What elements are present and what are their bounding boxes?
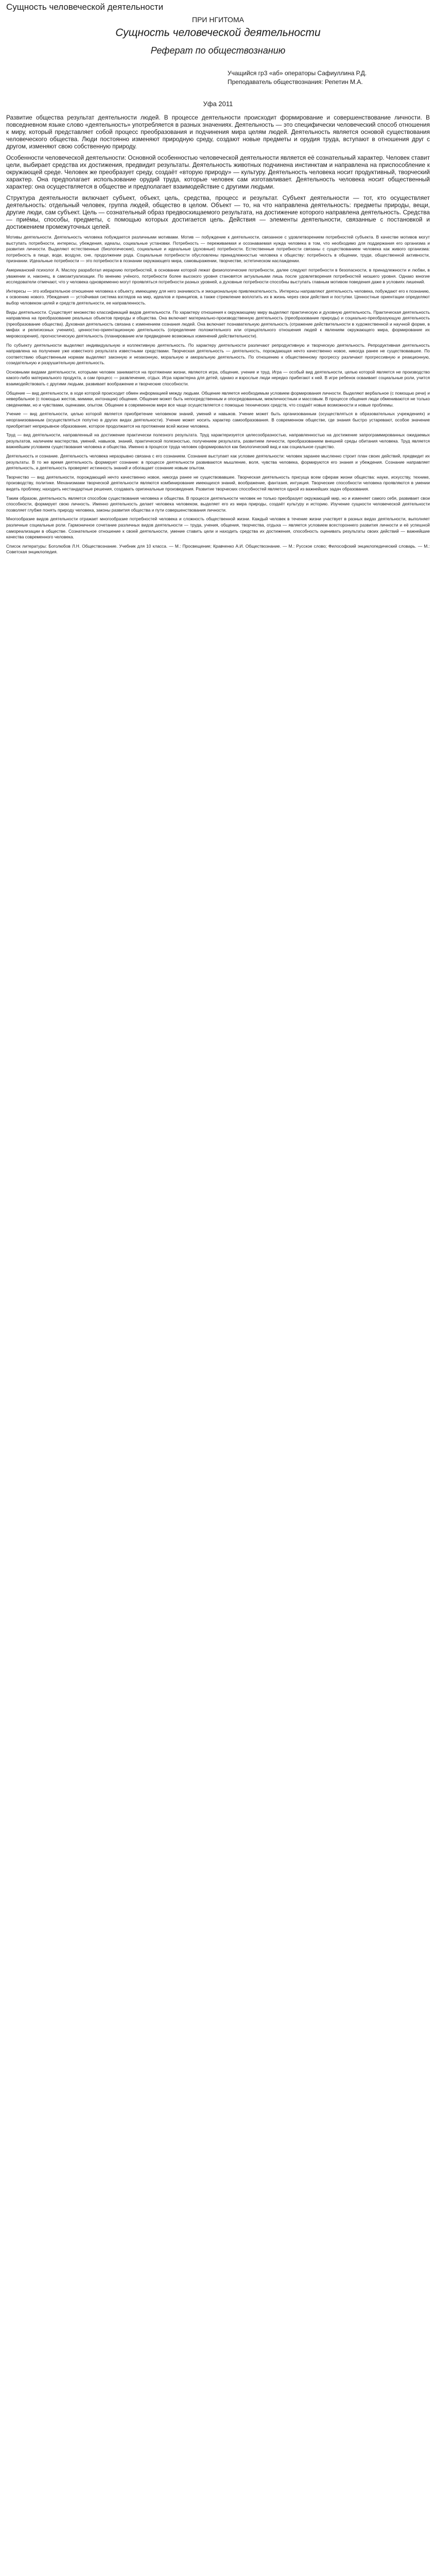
big-text-block bbox=[6, 114, 430, 230]
paragraph: Список литературы: Боголюбов Л.Н. Обществознание. Учебник для 10 класса. — М.: Просвещение; Кравченко А.И. Обществознание. — М.: Русское слово; Философский энциклопедический словарь. — М.: Советская энциклопедия. bbox=[6, 543, 430, 555]
paragraph: Многообразие видов деятельности отражает многообразие потребностей человека и сложность общественной жизни. Каждый человек в течение жизни участвует в разных видах деятельности, выполняет различные социальные роли. Гармоничное сочетание различных видов деятельности — труда, учения, общения, творчества, отдыха — является условием всестороннего развития личности и её успешной самореализации в обществе. Сознательное отношение к своей деятельности, умение ставить цели и находить средства их достижения, способность оценивать результаты своих действий — важнейшие качества современного человека. bbox=[6, 516, 430, 540]
student-signature: Учащийся гр3 «аб» операторы Сафиуллина Р.Д. bbox=[228, 70, 367, 77]
paragraph: Деятельность и сознание. Деятельность человека неразрывно связана с его сознанием. Сознание выступает как условие деятельности: человек заранее мысленно строит план своих действий, предвидит их результаты. В то же время деятельность формирует сознание: в процессе деятельности развиваются мышление, воля, чувства человека, формируются его знания и убеждения. Сознание направляет деятельность, а деятельность проверяет истинность знаний и обогащает сознание новым опытом. bbox=[6, 453, 430, 471]
paragraph: Общение — вид деятельности, в ходе которой происходит обмен информацией между людьми. Общение является необходимым условием формирования личности. Выделяют вербальное (с помощью речи) и невербальное (с помощью жестов, мимики, интонации) общение. Общение может быть непосредственным и опосредованным, межличностным и массовым. В процессе общения люди обмениваются не только сведениями, но и чувствами, оценками, опытом. Общение в современном мире все чаще осуществляется с помощью технических средств, что создаёт новые возможности и новые проблемы. bbox=[6, 390, 430, 408]
paragraph: Мотивы деятельности. Деятельность человека побуждается различными мотивами. Мотив — побуждение к деятельности, связанное с удовлетворением потребностей субъекта. В качестве мотивов могут выступать потребности, интересы, убеждения, идеалы, социальные установки. Потребность — переживаемая и осознаваемая нужда человека в том, что необходимо для поддержания его организма и развития личности. Выделяют естественные (биологические), социальные и идеальные (духовные) потребности. Естественные потребности связаны с существованием человека как живого организма: потребность в пище, воде, воздухе, сне, продолжении рода. Социальные потребности обусловлены принадлежностью человека к обществу: потребность в общении, труде, общественной активности, признании. Идеальные потребности — это потребности в познании окружающего мира, самовыражении, творчестве, эстетическом наслаждении. bbox=[6, 234, 430, 264]
referat-title: Реферат по обществознанию bbox=[150, 45, 286, 56]
paragraph: Структура деятельности включает субъект, объект, цель, средства, процесс и результат. Субъект деятельности — тот, кто осуществляет деятельность: отдельный человек, группа людей, общество в целом. Объект — то, на что направлена деятельность: предметы природы, вещи, другие люди, сам субъект. Цель — сознательный образ предвосхищаемого результата, на достижение которого направлена деятельность. Средства — приёмы, способы, предметы, с помощью которых достигается цель. Действия — элементы деятельности, связанные с постановкой и достижением промежуточных целей. bbox=[6, 194, 430, 230]
document-page bbox=[0, 0, 436, 569]
document-heading: Сущность человеческой деятельности bbox=[6, 2, 164, 12]
paragraph: Интересы — это избирательное отношение человека к объекту, имеющему для него значимость и эмоциональную привлекательность. Интересы направляют деятельность человека, побуждают его к познанию, к освоению нового. Убеждения — устойчивая система взглядов на мир, идеалов и принципов, а также стремление воплотить их в жизнь через свои действия и поступки. Ценностные ориентации определяют выбор человеком целей и средств деятельности, ее направленность. bbox=[6, 288, 430, 306]
teacher-signature: Преподаватель обществознания: Репетин М.А. bbox=[228, 78, 363, 86]
institution-label: ПРИ НГИТОМА bbox=[192, 15, 244, 24]
paragraph: Таким образом, деятельность является способом существования человека и общества. В процессе деятельности человек не только преобразует окружающий мир, но и изменяет самого себя, развивает свои способности, формирует свою личность. Именно деятельность делает человека человеком, выделяет его из мира природы, создаёт культуру и историю. Изучение сущности человеческой деятельности позволяет глубже понять природу человека, законы развития общества и пути совершенствования личности. bbox=[6, 495, 430, 513]
paragraph: Основными видами деятельности, которыми человек занимается на протяжении жизни, являются игра, общение, учение и труд. Игра — особый вид деятельности, целью которой является не производство какого-либо материального продукта, а сам процесс — развлечение, отдых. Игра характерна для детей, однако и взрослые люди нередко прибегают к ней. В игре ребенок осваивает социальные роли, учится взаимодействовать с другими людьми, развивает воображение и творческие способности. bbox=[6, 369, 430, 387]
paragraph: Особенности человеческой деятельности: Основной особенностью человеческой деятельности является её сознательный характер. Человек ставит цели, выбирает средства их достижения, предвидит результаты. Деятельность животных подчинена инстинктам и направлена на приспособление к окружающей среде. Человек же преобразует среду, создаёт «вторую природу» — культуру. Деятельность человека носит продуктивный, творческий характер. Она предполагает использование орудий труда, которые человек сам изготавливает. Деятельность человека носит общественный характер: она осуществляется в обществе и предполагает взаимодействие с другими людьми. bbox=[6, 154, 430, 190]
small-text-block bbox=[6, 234, 430, 555]
paragraph: Американский психолог А. Маслоу разработал иерархию потребностей, в основании которой лежат физиологические потребности, далее следуют потребности в безопасности, в принадлежности и любви, в уважении и, наконец, в самоактуализации. По мнению учёного, потребности более высокого уровня становятся актуальными лишь после удовлетворения потребностей низшего уровня. Однако многие исследователи отмечают, что у человека одновременно могут проявляться потребности разных уровней, а духовные потребности способны выступать главным мотивом поведения даже в условиях лишений. bbox=[6, 267, 430, 285]
city-year: Уфа 2011 bbox=[203, 100, 233, 108]
paragraph: По субъекту деятельности выделяют индивидуальную и коллективную деятельность. По характеру деятельности различают репродуктивную и творческую деятельность. Репродуктивная деятельность направлена на получение уже известного результата известными средствами. Творческая деятельность — деятельность, порождающая нечто качественно новое, никогда ранее не существовавшее. По соответствию общественным нормам выделяют законную и незаконную, моральную и аморальную деятельность. По отношению к общественному прогрессу различают прогрессивную и реакционную, созидательную и разрушительную деятельность. bbox=[6, 342, 430, 366]
paragraph: Труд — вид деятельности, направленный на достижение практически полезного результата. Труд характеризуется целесообразностью, направленностью на достижение запрограммированных ожидаемых результатов, наличием мастерства, умений, навыков, знаний, практической полезностью, получением результата, развитием личности, преобразованием внешней среды обитания человека. Труд является важнейшим условием существования человека и общества. Именно в процессе труда человек сформировался как биологический вид и как социальное существо. bbox=[6, 432, 430, 450]
paragraph: Развитие общества результат деятельности людей. В процессе деятельности происходит формирование и совершенствование личности. В повседневном языке слово «деятельность» употребляется в разных значениях. Деятельность — это специфически человеческий способ отношения к миру, который представляет собой процесс преобразования и подчинения мира целям людей. Деятельность является основой существования человеческого общества. Люди постоянно изменяют природную среду, создают новые предметы и орудия труда, вступают в отношения друг с другом, изменяют свою собственную природу. bbox=[6, 114, 430, 150]
paragraph: Учение — вид деятельности, целью которой является приобретение человеком знаний, умений и навыков. Учение может быть организованным (осуществляться в образовательных учреждениях) и неорганизованным (осуществляться попутно в других видах деятельности). Учение может носить характер самообразования. В современном обществе, где знания быстро устаревают, особое значение приобретает непрерывное образование, которое продолжается на протяжении всей жизни человека. bbox=[6, 411, 430, 429]
paragraph: Творчество — вид деятельности, порождающий нечто качественно новое, никогда ранее не существовавшее. Творческая деятельность присуща всем сферам жизни общества: науке, искусству, технике, производству, политике. Механизмами творческой деятельности являются комбинирование имеющихся знаний, воображение, фантазия, интуиция. Творческие способности человека проявляются в умении видеть проблему, находить нестандартные решения, создавать оригинальные произведения. Развитие творческих способностей является одной из важнейших задач образования. bbox=[6, 474, 430, 492]
main-title: Сущность человеческой деятельности bbox=[115, 27, 321, 39]
paragraph: Виды деятельности. Существует множество классификаций видов деятельности. По характеру отношения к окружающему миру выделяют практическую и духовную деятельность. Практическая деятельность направлена на преобразование реальных объектов природы и общества. Она включает материально-производственную деятельность (преобразование природы) и социально-преобразующую деятельность (преобразование общества). Духовная деятельность связана с изменением сознания людей. Она включает познавательную деятельность (отражение действительности в художественной и научной форме, в мифах и религиозных учениях), ценностно-ориентационную деятельность (определение положительного или отрицательного отношения людей к явлениям окружающего мира, формирование их мировоззрения), прогностическую деятельность (планирование или предвидение возможных изменений действительности). bbox=[6, 309, 430, 338]
